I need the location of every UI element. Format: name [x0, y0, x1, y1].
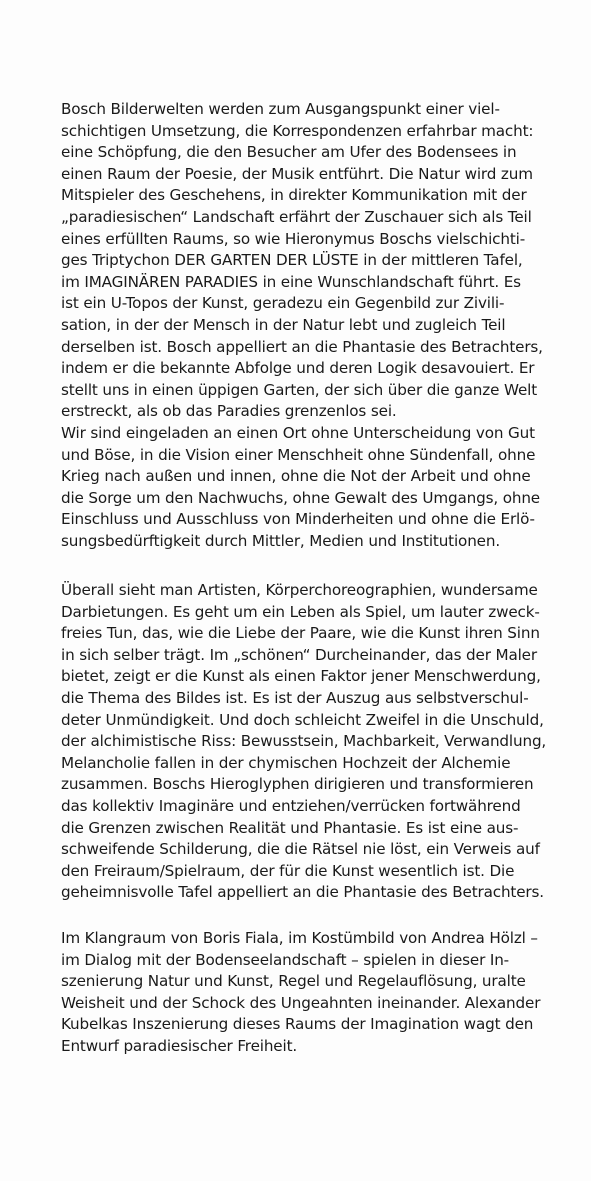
text-line: freies Tun, das, wie die Liebe der Paare, wie die Kunst ihren Sinn — [61, 624, 540, 643]
text-line: der alchimistische Riss: Bewusstsein, Machbarkeit, Verwandlung, — [61, 732, 547, 751]
text-line: Melancholie fallen in der chymischen Hochzeit der Alchemie — [61, 753, 511, 772]
text-line: Überall sieht man Artisten, Körperchoreographien, wundersame — [61, 581, 538, 599]
text-line: erstreckt, als ob das Paradies grenzenlos sei. — [61, 402, 397, 421]
paragraph-1 — [61, 99, 581, 552]
text-line: Kubelkas Inszenierung dieses Raums der Imagination wagt den — [61, 1015, 534, 1034]
text-line: das kollektiv Imaginäre und entziehen/verrücken fortwährend — [61, 796, 521, 815]
text-line: szenierung Natur und Kunst, Regel und Regelauflösung, uralte — [61, 972, 526, 991]
text-line: indem er die bekannte Abfolge und deren Logik desavouiert. Er — [61, 359, 535, 378]
text-line: Im Klangraum von Boris Fiala, im Kostümbild von Andrea Hölzl – — [61, 929, 538, 947]
text-line: zusammen. Boschs Hieroglyphen dirigieren und transformieren — [61, 775, 534, 794]
text-line: schweifende Schilderung, die die Rätsel nie löst, ein Verweis auf — [61, 840, 540, 859]
text-line: Bosch Bilderwelten werden zum Ausgangspunkt einer viel- — [61, 100, 500, 118]
text-line: im Dialog mit der Bodenseelandschaft – spielen in dieser In- — [61, 950, 510, 969]
text-line: sungsbedürftigkeit durch Mittler, Medien und Institutionen. — [61, 531, 501, 550]
text-line: einen Raum der Poesie, der Musik entführt. Die Natur wird zum — [61, 164, 533, 183]
text-line: geheimnisvolle Tafel appelliert an die Phantasie des Betrachters. — [61, 883, 544, 902]
text-line: die Thema des Bildes ist. Es ist der Auszug aus selbstverschul- — [61, 688, 529, 707]
text-line: im IMAGINÄREN PARADIES in eine Wunschlandschaft führt. Es — [61, 272, 521, 291]
text-line: Darbietungen. Es geht um ein Leben als Spiel, um lauter zweck- — [61, 602, 540, 621]
text-line: eines erfüllten Raums, so wie Hieronymus Boschs vielschichti- — [61, 229, 526, 248]
text-line: die Sorge um den Nachwuchs, ohne Gewalt des Umgangs, ohne — [61, 488, 540, 507]
text-line: die Grenzen zwischen Realität und Phantasie. Es ist eine aus- — [61, 818, 519, 837]
text-line: Mitspieler des Geschehens, in direkter Kommunikation mit der — [61, 186, 527, 205]
text-line: den Freiraum/Spielraum, der für die Kunst wesentlich ist. Die — [61, 861, 515, 880]
text-line: stellt uns in einen üppigen Garten, der sich über die ganze Welt — [61, 380, 538, 399]
text-line: Entwurf paradiesischer Freiheit. — [61, 1036, 298, 1055]
text-line: ist ein U-Topos der Kunst, geradezu ein Gegenbild zur Zivili- — [61, 294, 505, 313]
text-line: Einschluss und Ausschluss von Minderheiten und ohne die Erlö- — [61, 510, 535, 529]
text-line: sation, in der der Mensch in der Natur lebt und zugleich Teil — [61, 315, 506, 334]
text-line: bietet, zeigt er die Kunst als einen Faktor jener Menschwerdung, — [61, 667, 541, 686]
text-line: eine Schöpfung, die den Besucher am Ufer des Bodensees in — [61, 143, 517, 162]
text-line: deter Unmündigkeit. Und doch schleicht Zweifel in die Unschuld, — [61, 710, 544, 729]
text-line: Krieg nach außen und innen, ohne die Not der Arbeit und ohne — [61, 467, 531, 486]
text-line: Wir sind eingeladen an einen Ort ohne Unterscheidung von Gut — [61, 423, 535, 442]
text-line: in sich selber trägt. Im „schönen“ Durcheinander, das der Maler — [61, 645, 537, 664]
paragraph-2 — [61, 580, 581, 904]
text-line: und Böse, in die Vision einer Menschheit ohne Sündenfall, ohne — [61, 445, 536, 464]
text-line: schichtigen Umsetzung, die Korrespondenzen erfahrbar macht: — [61, 121, 534, 140]
paragraph-3 — [61, 928, 581, 1058]
text-line: Weisheit und der Schock des Ungeahnten ineinander. Alexander — [61, 993, 541, 1012]
text-line: derselben ist. Bosch appelliert an die Phantasie des Betrachters, — [61, 337, 543, 356]
text-line: ges Triptychon DER GARTEN DER LÜSTE in der mittleren Tafel, — [61, 251, 523, 270]
text-line: „paradiesischen“ Landschaft erfährt der Zuschauer sich als Teil — [61, 207, 532, 226]
